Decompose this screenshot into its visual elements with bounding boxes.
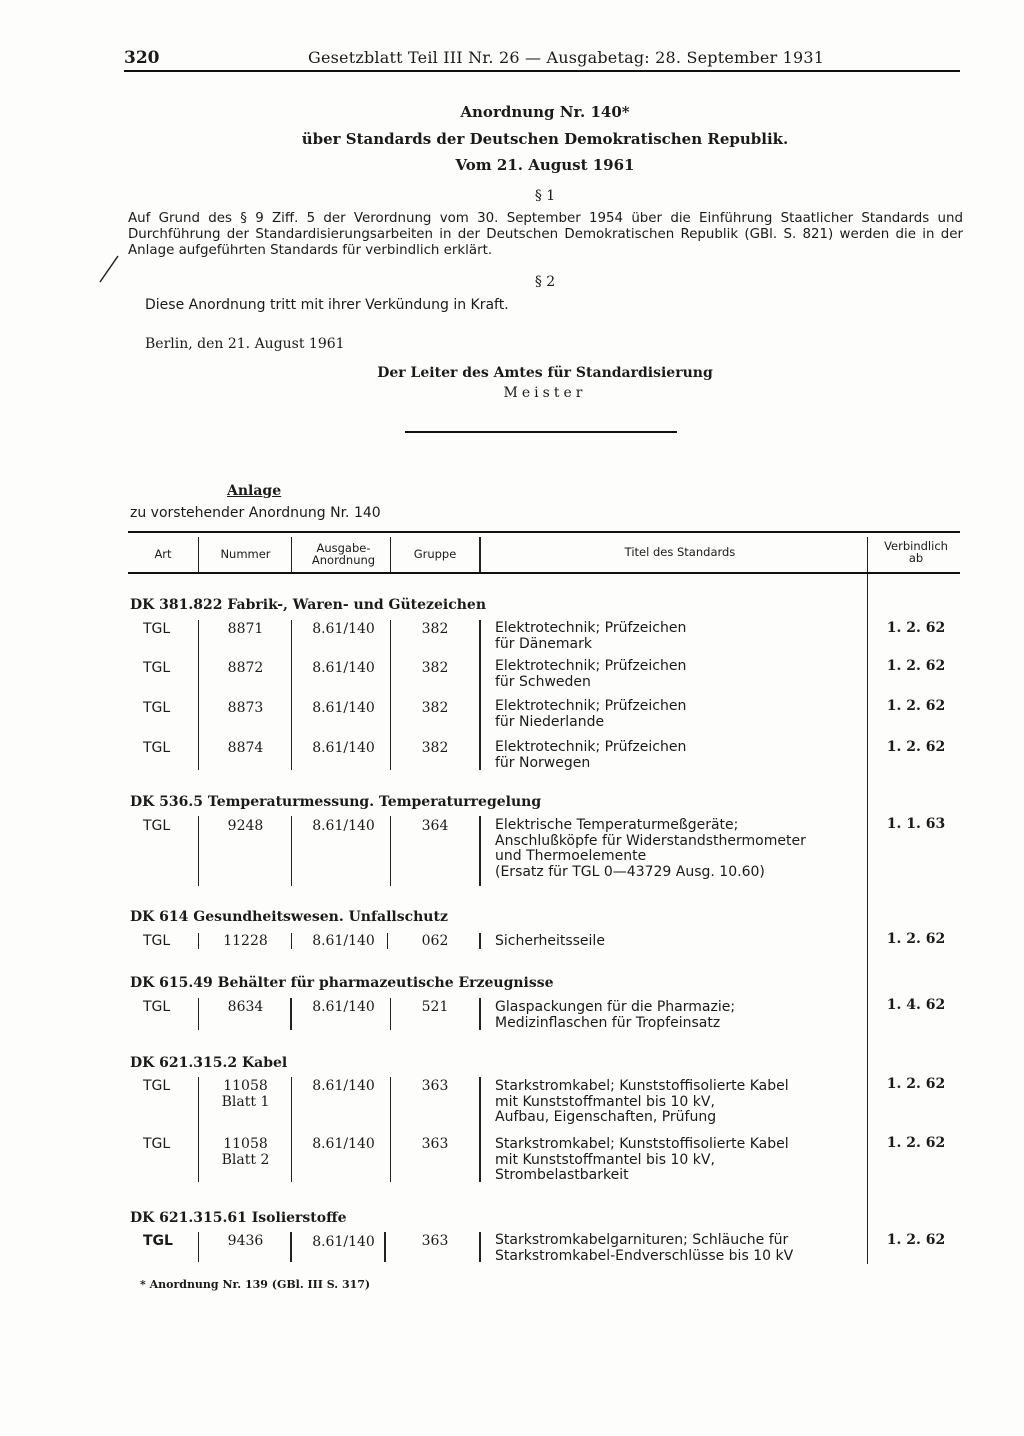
- cell-titel: Elektrotechnik; Prüfzeichen für Schweden: [495, 658, 687, 690]
- column-rule: [479, 620, 481, 770]
- cell-gruppe: 382: [421, 660, 449, 676]
- cell-titel: Starkstromkabel; Kunststoffisolierte Kabel mit Kunststoffmantel bis 10 kV, Strombelastbarkeit: [495, 1136, 789, 1183]
- column-rule: [479, 998, 481, 1030]
- section-heading: DK 381.822 Fabrik-, Waren- und Gütezeichen: [130, 597, 487, 613]
- cell-verbindlich: 1. 2. 62: [886, 658, 946, 674]
- cell-gruppe: 382: [421, 621, 449, 637]
- cell-nummer: 8874: [227, 740, 264, 756]
- header-ausgabe: Ausgabe- Anordnung: [311, 541, 376, 567]
- section-heading: DK 614 Gesundheitswesen. Unfallschutz: [130, 909, 448, 925]
- cell-gruppe: 382: [421, 700, 449, 716]
- cell-ausgabe: 8.61/140: [312, 999, 375, 1015]
- column-rule: [198, 620, 199, 770]
- column-rule: [479, 816, 481, 886]
- cell-art: TGL: [143, 621, 171, 637]
- cell-gruppe: 521: [421, 999, 449, 1015]
- cell-art: TGL: [143, 660, 171, 676]
- cell-ausgabe: 8.61/140: [312, 700, 375, 716]
- cell-ausgabe: 8.61/140: [312, 933, 375, 949]
- cell-titel: Elektrotechnik; Prüfzeichen für Dänemark: [495, 620, 687, 652]
- cell-art: TGL: [143, 700, 171, 716]
- header-divider: [390, 537, 391, 572]
- annex-subtitle: zu vorstehender Anordnung Nr. 140: [130, 505, 381, 521]
- cell-art: TGL: [143, 999, 171, 1015]
- order-title: Anordnung Nr. 140*: [460, 103, 630, 121]
- page-number: 320: [124, 48, 160, 68]
- paragraph-1: Auf Grund des § 9 Ziff. 5 der Verordnung vom 30. September 1954 über die Einführung Staatlicher Standards und Durchführung der Standardisierungsarbeiten in der Deutschen Demokratischen Republik (GBl. S. 821) werden die in der Anlage aufgeführten Standards für verbindlich erklärt.: [128, 211, 963, 258]
- cell-verbindlich: 1. 2. 62: [886, 1232, 946, 1248]
- column-rule: [198, 1077, 199, 1182]
- cell-gruppe: 382: [421, 740, 449, 756]
- column-rule: [198, 816, 199, 886]
- cell-ausgabe: 8.61/140: [312, 621, 375, 637]
- header-art: Art: [154, 547, 172, 561]
- cell-art: TGL: [143, 1078, 171, 1094]
- header-divider: [867, 537, 868, 572]
- column-rule: [290, 1232, 292, 1262]
- cell-verbindlich: 1. 2. 62: [886, 698, 946, 714]
- cell-verbindlich: 1. 1. 63: [886, 816, 946, 832]
- table-top-rule: [128, 531, 960, 533]
- cell-gruppe: 062: [421, 933, 449, 949]
- running-title: Gesetzblatt Teil III Nr. 26 — Ausgabetag: 28. September 1931: [308, 48, 825, 67]
- order-date: Vom 21. August 1961: [455, 156, 635, 174]
- header-divider: [198, 537, 199, 572]
- cell-nummer: 8873: [227, 700, 264, 716]
- column-rule: [291, 933, 292, 949]
- cell-ausgabe: 8.61/140: [312, 740, 375, 756]
- section-heading: DK 536.5 Temperaturmessung. Temperaturregelung: [130, 794, 542, 810]
- column-rule: [198, 933, 199, 949]
- margin-pen-mark: [98, 254, 120, 284]
- header-verbindlich: Verbindlich ab: [884, 539, 948, 565]
- cell-gruppe: 363: [421, 1078, 449, 1094]
- header-nummer: Nummer: [220, 547, 271, 561]
- cell-nummer: 11228: [223, 933, 268, 949]
- cell-art: TGL: [143, 1233, 173, 1249]
- paragraph-2: Diese Anordnung tritt mit ihrer Verkündung in Kraft.: [145, 297, 509, 313]
- section-sign-2: § 2: [534, 274, 556, 290]
- place-date: Berlin, den 21. August 1961: [145, 336, 345, 352]
- cell-verbindlich: 1. 2. 62: [886, 1076, 946, 1092]
- cell-gruppe: 364: [421, 818, 449, 834]
- cell-nummer: 9436: [227, 1233, 264, 1249]
- running-header: [124, 46, 960, 72]
- header-divider: [291, 537, 292, 572]
- column-rule: [479, 933, 481, 949]
- column-rule: [198, 1232, 199, 1262]
- cell-art: TGL: [143, 1136, 171, 1152]
- cell-nummer: 8871: [227, 621, 264, 637]
- cell-titel: Elektrotechnik; Prüfzeichen für Norwegen: [495, 739, 687, 771]
- signatory-title: Der Leiter des Amtes für Standardisierung: [377, 365, 713, 381]
- section-heading: DK 621.315.61 Isolierstoffe: [130, 1210, 347, 1226]
- section-sign-1: § 1: [534, 188, 556, 204]
- cell-nummer: 11058 Blatt 2: [221, 1136, 270, 1168]
- cell-verbindlich: 1. 4. 62: [886, 997, 946, 1013]
- cell-titel: Elektrische Temperaturmeßgeräte; Anschlußköpfe für Widerstandsthermometer und Thermoelemente (Ersatz für TGL 0—43729 Ausg. 10.60): [495, 817, 806, 880]
- cell-titel: Glaspackungen für die Pharmazie; Medizinflaschen für Tropfeinsatz: [495, 999, 736, 1031]
- cell-verbindlich: 1. 2. 62: [886, 620, 946, 636]
- cell-ausgabe: 8.61/140: [312, 1136, 375, 1152]
- cell-ausgabe: 8.61/140: [312, 1234, 375, 1250]
- cell-verbindlich: 1. 2. 62: [886, 931, 946, 947]
- cell-titel: Starkstromkabel; Kunststoffisolierte Kabel mit Kunststoffmantel bis 10 kV, Aufbau, Eigenschaften, Prüfung: [495, 1078, 789, 1125]
- column-rule: [479, 1077, 481, 1182]
- order-subtitle: über Standards der Deutschen Demokratischen Republik.: [301, 130, 789, 148]
- cell-verbindlich: 1. 2. 62: [886, 739, 946, 755]
- column-rule: [479, 1232, 481, 1262]
- column-rule: [291, 816, 292, 886]
- verbindlich-column-rule: [867, 574, 868, 1264]
- cell-titel: Starkstromkabelgarnituren; Schläuche für Starkstromkabel-Endverschlüsse bis 10 kV: [495, 1232, 794, 1264]
- cell-nummer: 8872: [227, 660, 264, 676]
- cell-titel: Elektrotechnik; Prüfzeichen für Niederlande: [495, 698, 687, 730]
- signatory-name: Meister: [503, 385, 587, 401]
- cell-titel: Sicherheitsseile: [495, 933, 605, 949]
- section-heading: DK 615.49 Behälter für pharmazeutische Erzeugnisse: [130, 975, 554, 991]
- header-gruppe: Gruppe: [413, 547, 457, 561]
- separator-rule: [405, 431, 677, 433]
- cell-art: TGL: [143, 740, 171, 756]
- header-titel: Titel des Standards: [624, 545, 736, 559]
- cell-ausgabe: 8.61/140: [312, 818, 375, 834]
- section-heading: DK 621.315.2 Kabel: [130, 1055, 288, 1071]
- cell-nummer: 11058 Blatt 1: [221, 1078, 270, 1110]
- cell-ausgabe: 8.61/140: [312, 1078, 375, 1094]
- cell-art: TGL: [143, 933, 171, 949]
- footnote: * Anordnung Nr. 139 (GBl. III S. 317): [140, 1278, 371, 1291]
- table-header-rule: [128, 572, 960, 574]
- column-rule: [291, 1077, 292, 1182]
- cell-nummer: 8634: [227, 999, 264, 1015]
- column-rule: [290, 998, 292, 1030]
- cell-gruppe: 363: [421, 1233, 449, 1249]
- annex-title: Anlage: [227, 483, 282, 499]
- cell-nummer: 9248: [227, 818, 264, 834]
- cell-art: TGL: [143, 818, 171, 834]
- column-rule: [198, 998, 199, 1030]
- column-rule: [291, 620, 292, 770]
- cell-ausgabe: 8.61/140: [312, 660, 375, 676]
- cell-verbindlich: 1. 2. 62: [886, 1135, 946, 1151]
- header-divider: [479, 537, 481, 572]
- cell-gruppe: 363: [421, 1136, 449, 1152]
